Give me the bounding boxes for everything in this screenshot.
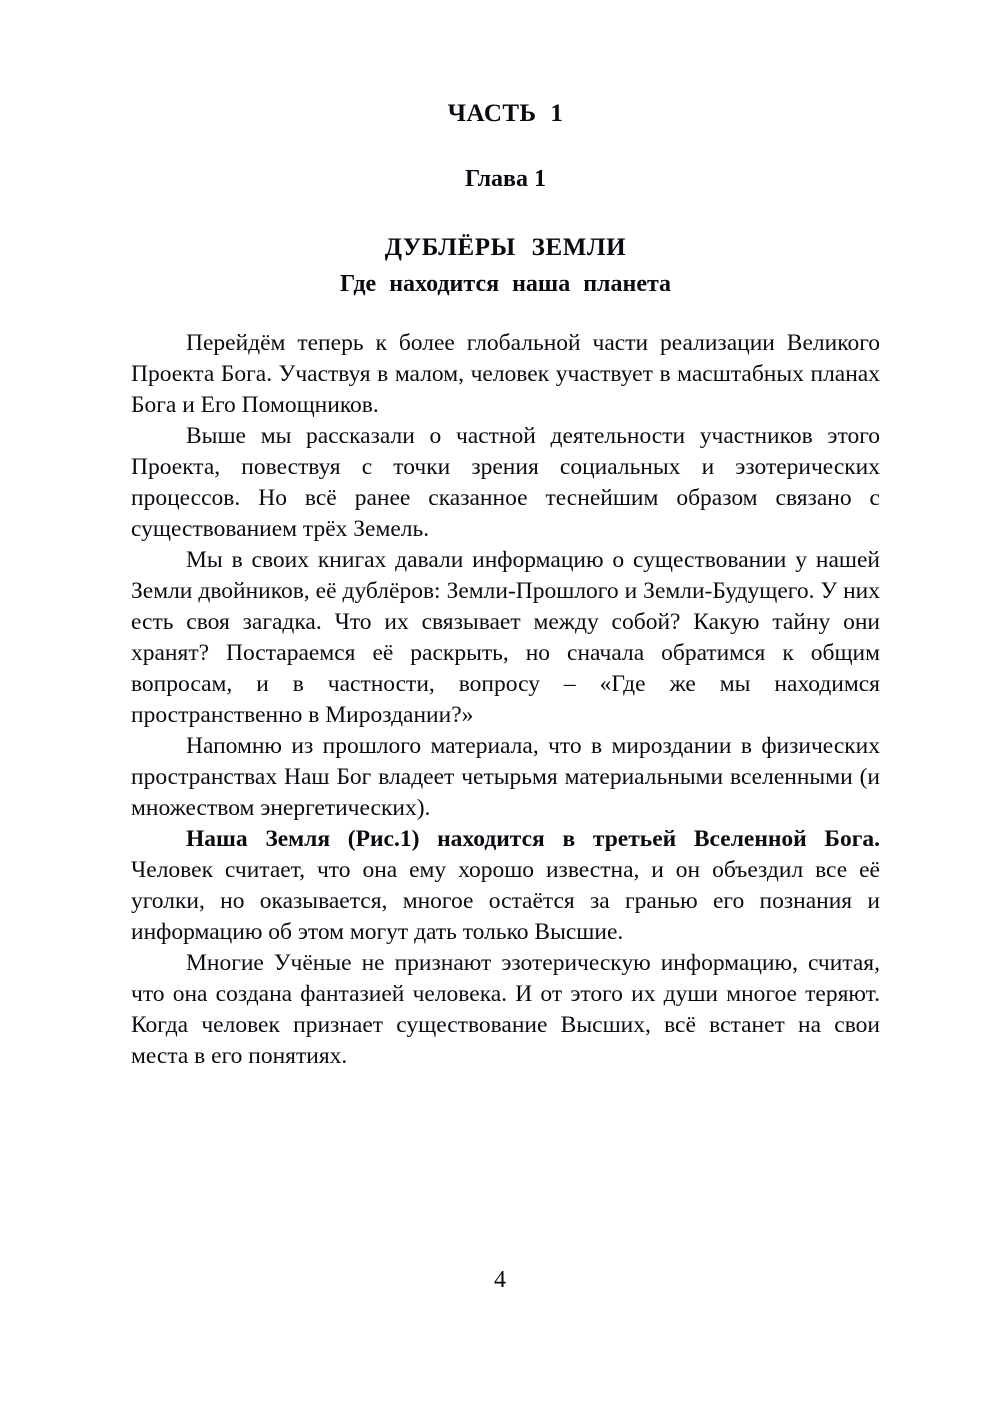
paragraph-6: Многие Учёные не признают эзотерическую информацию, считая, что она создана фантазией человека. И от этого их души многое теряют. Когда человек признает существование Высших, всё встанет на свои места в его понятиях.: [131, 949, 880, 1069]
paragraph-4: Напомню из прошлого материала, что в мироздании в физических пространствах Наш Бог владеет четырьмя материальными вселенными (и множеством энергетических).: [131, 732, 880, 821]
paragraph-5: [131, 824, 880, 948]
paragraph-1: Перейдём теперь к более глобальной части реализации Великого Проекта Бога. Участвуя в малом, человек участвует в масштабных планах Бога и Его Помощников.: [131, 329, 880, 418]
section-title-block: [131, 194, 880, 300]
paragraph-5-body: Человек считает, что она ему хорошо известна, и он объездил все её уголки, но оказывается, многое остаётся за гранью его познания и информацию об этом могут дать только Высшие.: [131, 856, 880, 945]
body-text: [131, 300, 880, 1072]
section-title-subtitle: Где находится наша планета: [339, 270, 672, 297]
part-title: ЧАСТЬ 1: [447, 100, 564, 127]
section-title-main: ДУБЛЁРЫ ЗЕМЛИ: [384, 234, 627, 262]
paragraph-3: Мы в своих книгах давали информацию о существовании у нашей Земли двойников, её дублёров: Земли-Прошлого и Земли-Будущего. У них есть своя загадка. Что их связывает между собой? Какую тайну они хранят? Постараемся её раскрыть, но сначала обратимся к общим вопросам, и в частности, вопросу – «Где же мы находимся пространственно в Мироздании?»: [131, 546, 880, 728]
text-column: [131, 0, 880, 1072]
page-number: 4: [494, 1267, 506, 1293]
paragraph-5-bold-lead: Наша Земля (Рис.1) находится в третьей Вселенной Бога.: [186, 825, 880, 852]
chapter-title: Глава 1: [465, 166, 546, 193]
paragraph-2: Выше мы рассказали о частной деятельности участников этого Проекта, повествуя с точки зрения социальных и эзотерических процессов. Но всё ранее сказанное теснейшим образом связано с существованием трёх Земель.: [131, 422, 880, 542]
